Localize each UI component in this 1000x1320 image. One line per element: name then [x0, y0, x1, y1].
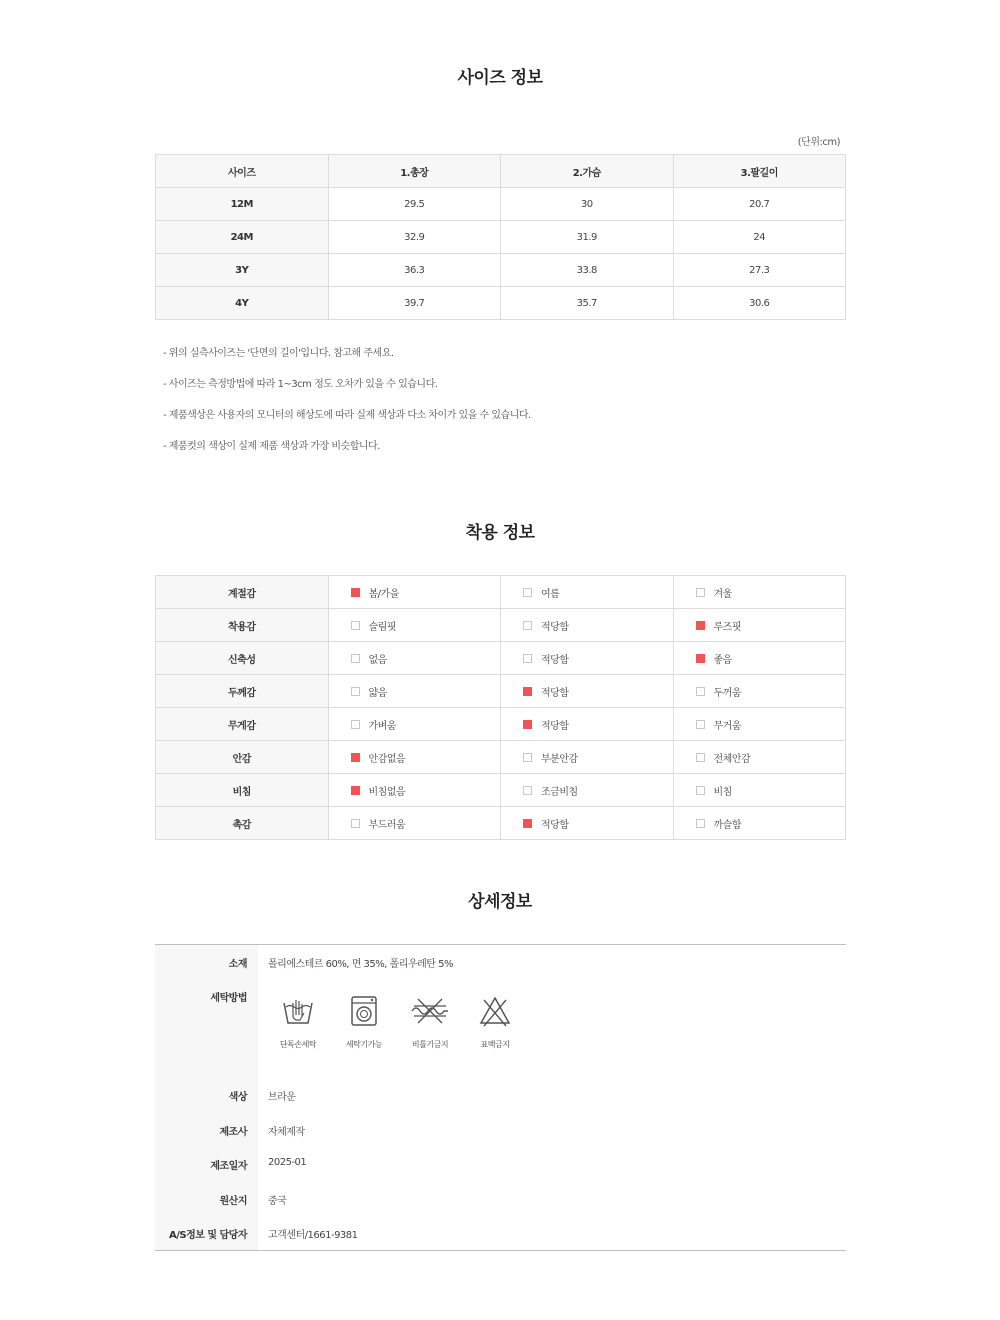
wear-option-label: 봄/가을	[368, 588, 399, 600]
size-value: 24	[673, 221, 846, 254]
size-value: 30.6	[673, 287, 846, 320]
wear-option	[328, 609, 501, 642]
unit-label: (단위:cm)	[797, 137, 840, 148]
detail-label: 소재	[228, 959, 247, 970]
detail-value: 중국	[268, 1196, 287, 1207]
wear-row-label: 계절감	[156, 576, 329, 609]
wash-label: 세탁기가능	[345, 1040, 383, 1049]
size-table-header: 1.총장	[328, 155, 501, 188]
size-value: 36.3	[328, 254, 501, 287]
wear-option	[673, 774, 846, 807]
wear-row-label: 촉감	[156, 807, 329, 840]
size-value: 27.3	[673, 254, 846, 287]
checked-box-icon	[523, 720, 532, 729]
wear-option-label: 부분안감	[541, 753, 578, 765]
wear-option-label: 적당함	[541, 687, 569, 699]
size-label: 3Y	[156, 254, 329, 287]
wear-option-label: 전체안감	[713, 753, 751, 765]
checked-box-icon	[696, 654, 705, 663]
table-row	[156, 675, 846, 708]
detail-label: 세탁방법	[210, 993, 247, 1004]
wear-option	[328, 576, 501, 609]
table-row	[156, 642, 846, 675]
wash-label: 비틀기금지	[411, 1040, 449, 1049]
wear-option-label: 겨울	[713, 588, 732, 600]
table-row	[156, 254, 846, 287]
wear-row-label: 착용감	[156, 609, 329, 642]
size-note: - 제품색상은 사용자의 모니터의 해상도에 따라 실제 색상과 다소 차이가 있을 수 있습니다.	[163, 410, 531, 421]
washing-machine-icon	[347, 995, 381, 1027]
unchecked-box-icon	[351, 687, 360, 696]
detail-info-table	[155, 944, 846, 1251]
wear-row-label: 비침	[156, 774, 329, 807]
size-value: 35.7	[501, 287, 674, 320]
detail-label: 색상	[228, 1092, 247, 1103]
checked-box-icon	[523, 687, 532, 696]
wear-option-label: 없음	[368, 654, 387, 666]
wear-option	[328, 675, 501, 708]
detail-value: 자체제작	[268, 1127, 305, 1138]
unchecked-box-icon	[696, 786, 705, 795]
detail-value: 브라운	[268, 1092, 296, 1103]
table-row	[156, 741, 846, 774]
detail-label: A/S정보 및 담당자	[168, 1230, 247, 1241]
size-value: 30	[501, 188, 674, 221]
unchecked-box-icon	[696, 720, 705, 729]
detail-value: 폴리에스테르 60%, 면 35%, 폴리우레탄 5%	[268, 959, 453, 970]
size-note: - 제품컷의 색상이 실제 제품 색상과 가장 비슷합니다.	[163, 441, 380, 452]
wear-option	[501, 774, 674, 807]
wash-item	[465, 995, 525, 1050]
checked-box-icon	[351, 786, 360, 795]
wear-table	[155, 575, 846, 840]
wear-option	[328, 642, 501, 675]
wear-option	[673, 609, 846, 642]
wear-option	[501, 741, 674, 774]
unchecked-box-icon	[351, 720, 360, 729]
wash-item	[268, 995, 328, 1050]
unchecked-box-icon	[523, 786, 532, 795]
size-table-header: 사이즈	[156, 155, 329, 188]
wear-option-label: 부드러움	[368, 819, 406, 831]
table-row	[156, 221, 846, 254]
size-section-title: 사이즈 정보	[457, 68, 543, 88]
wear-option-label: 가벼움	[368, 720, 396, 732]
checked-box-icon	[351, 753, 360, 762]
unchecked-box-icon	[696, 687, 705, 696]
table-row	[156, 287, 846, 320]
unchecked-box-icon	[351, 621, 360, 630]
table-row	[156, 609, 846, 642]
table-row	[156, 774, 846, 807]
table-row	[156, 188, 846, 221]
size-table	[155, 154, 846, 320]
size-value: 29.5	[328, 188, 501, 221]
wear-option-label: 무거움	[713, 720, 741, 732]
detail-label: 제조사	[219, 1127, 247, 1138]
unchecked-box-icon	[351, 819, 360, 828]
wear-option	[673, 675, 846, 708]
no-bleach-icon	[478, 995, 512, 1027]
size-label: 12M	[156, 188, 329, 221]
unchecked-box-icon	[523, 621, 532, 630]
wear-option-label: 비침	[713, 786, 732, 798]
wear-option-label: 비침없음	[368, 786, 406, 798]
size-table-header-row	[156, 155, 846, 188]
unchecked-box-icon	[696, 819, 705, 828]
wash-item	[334, 995, 394, 1050]
wear-option-label: 슬림핏	[368, 621, 396, 633]
wear-option	[328, 807, 501, 840]
wear-option-label: 여름	[541, 588, 560, 600]
size-value: 31.9	[501, 221, 674, 254]
wash-label: 표백금지	[480, 1040, 510, 1049]
wear-option-label: 두꺼움	[713, 687, 741, 699]
wear-row-label: 신축성	[156, 642, 329, 675]
size-notes	[163, 347, 531, 471]
size-value: 33.8	[501, 254, 674, 287]
unchecked-box-icon	[523, 588, 532, 597]
table-row	[156, 807, 846, 840]
size-value: 32.9	[328, 221, 501, 254]
size-table-header: 3.팔길이	[673, 155, 846, 188]
wear-option	[501, 675, 674, 708]
size-label: 24M	[156, 221, 329, 254]
wear-option	[501, 576, 674, 609]
wear-option	[673, 807, 846, 840]
wear-option	[673, 576, 846, 609]
wear-option-label: 적당함	[541, 621, 569, 633]
wear-option	[328, 741, 501, 774]
unchecked-box-icon	[696, 753, 705, 762]
wear-option	[501, 807, 674, 840]
detail-value: 고객센터/1661-9381	[268, 1230, 358, 1241]
wear-option	[328, 774, 501, 807]
no-wring-icon	[410, 995, 450, 1027]
wear-row-label: 무게감	[156, 708, 329, 741]
size-table-header: 2.가슴	[501, 155, 674, 188]
wear-row-label: 두께감	[156, 675, 329, 708]
detail-label: 원산지	[219, 1196, 247, 1207]
wear-option	[673, 642, 846, 675]
size-note: - 위의 실측사이즈는 '단면의 길이'입니다. 참고해 주세요.	[163, 348, 394, 359]
wear-option-label: 적당함	[541, 654, 569, 666]
unchecked-box-icon	[351, 654, 360, 663]
wear-row-label: 안감	[156, 741, 329, 774]
wear-option	[328, 708, 501, 741]
detail-section-title: 상세정보	[468, 892, 532, 912]
wear-option-label: 적당함	[541, 819, 569, 831]
wear-option	[501, 708, 674, 741]
unchecked-box-icon	[523, 654, 532, 663]
checked-box-icon	[523, 819, 532, 828]
checked-box-icon	[351, 588, 360, 597]
wear-option-label: 루즈핏	[713, 621, 741, 633]
size-label: 4Y	[156, 287, 329, 320]
detail-value: 2025-01	[268, 1157, 307, 1168]
wear-option-label: 적당함	[541, 720, 569, 732]
size-value: 20.7	[673, 188, 846, 221]
table-row	[156, 576, 846, 609]
wear-option-label: 조금비침	[541, 786, 578, 798]
wear-option	[673, 708, 846, 741]
wash-item	[400, 995, 460, 1050]
wear-option-label: 얇음	[368, 687, 387, 699]
hand-wash-icon	[281, 995, 315, 1027]
size-value: 39.7	[328, 287, 501, 320]
wear-section-title: 착용 정보	[465, 523, 535, 543]
unchecked-box-icon	[523, 753, 532, 762]
table-row	[156, 708, 846, 741]
checked-box-icon	[696, 621, 705, 630]
wear-option	[501, 609, 674, 642]
detail-label: 제조일자	[210, 1161, 247, 1172]
wear-option	[673, 741, 846, 774]
wear-option-label: 까슬함	[713, 819, 741, 831]
wash-label: 단독손세탁	[279, 1040, 317, 1049]
wear-option-label: 안감없음	[368, 753, 406, 765]
size-note: - 사이즈는 측정방법에 따라 1~3cm 정도 오차가 있을 수 있습니다.	[163, 379, 438, 390]
wear-option-label: 좋음	[713, 654, 732, 666]
unchecked-box-icon	[696, 588, 705, 597]
wear-option	[501, 642, 674, 675]
